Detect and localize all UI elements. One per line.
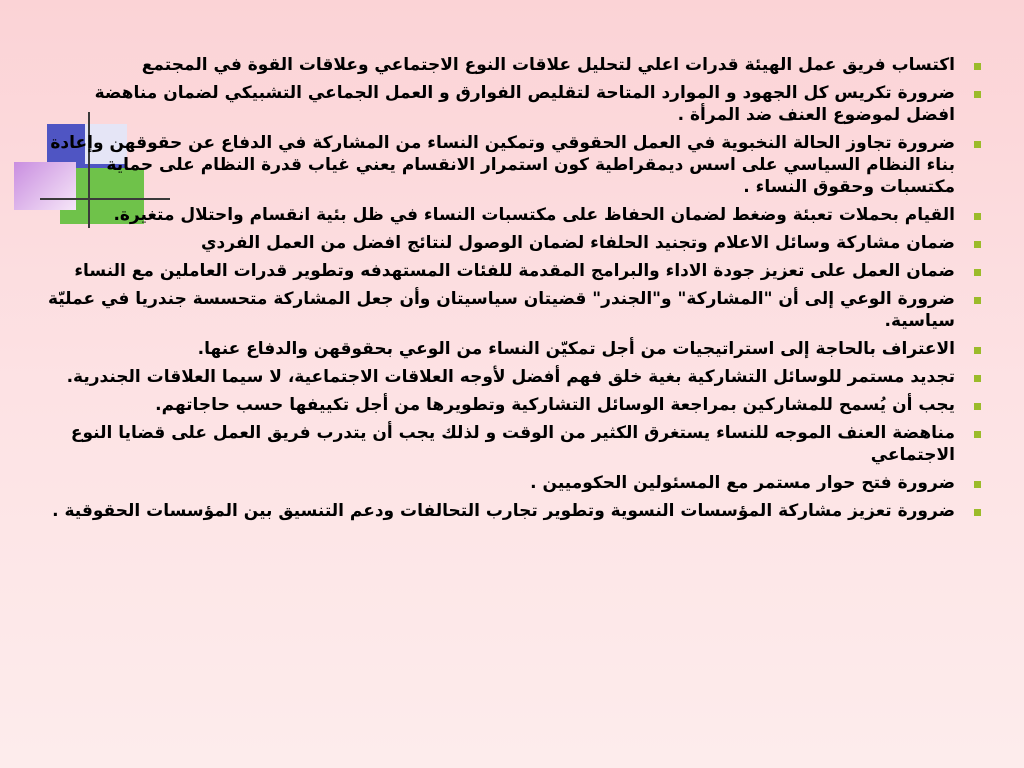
square-bullet-icon (974, 269, 981, 276)
square-bullet-icon (974, 347, 981, 354)
bullet-item (40, 132, 985, 198)
square-bullet-icon (974, 241, 981, 248)
bullet-item (40, 500, 985, 522)
square-bullet-icon (974, 509, 981, 516)
bullet-item (40, 232, 985, 254)
square-bullet-icon (974, 403, 981, 410)
bullet-item (40, 472, 985, 494)
square-bullet-icon (974, 431, 981, 438)
bullet-item (40, 288, 985, 332)
bullet-text: تجديد مستمر للوسائل التشاركية بغية خلق فهم أفضل لأوجه العلاقات الاجتماعية، لا سيما العلاقات الجندرية. (66, 367, 955, 387)
bullet-item (40, 260, 985, 282)
bullet-text: ضرورة فتح حوار مستمر مع المسئولين الحكوميين . (530, 473, 955, 493)
bullet-text: ضمان العمل على تعزيز جودة الاداء والبرامج المقدمة للفئات المستهدفه وتطوير قدرات العاملين مع النساء (74, 261, 955, 281)
bullet-text: الاعتراف بالحاجة إلى استراتيجيات من أجل تمكيّن النساء من الوعي بحقوقهن والدفاع عنها. (197, 339, 955, 359)
bullet-item (40, 394, 985, 416)
bullet-text: ضرورة الوعي إلى أن "المشاركة" و"الجندر" قضيتان سياسيتان وأن جعل المشاركة متحسسة جندريا في عمليّة سياسية. (47, 289, 955, 331)
square-bullet-icon (974, 213, 981, 220)
bullet-item (40, 338, 985, 360)
square-bullet-icon (974, 375, 981, 382)
bullet-text: القيام بحملات تعبئة وضغط لضمان الحفاظ على مكتسبات النساء في ظل بئية انقسام واحتلال متغيرة. (113, 205, 955, 225)
square-bullet-icon (974, 141, 981, 148)
bullet-list (40, 54, 985, 528)
bullet-text: مناهضة العنف الموجه للنساء يستغرق الكثير من الوقت و لذلك يجب أن يتدرب فريق العمل على قضايا النوع الاجتماعي (70, 423, 955, 465)
bullet-item (40, 82, 985, 126)
bullet-text: يجب أن يُسمح للمشاركين بمراجعة الوسائل التشاركية وتطويرها من أجل تكييفها حسب حاجاتهم. (155, 395, 955, 415)
bullet-text: اكتساب فريق عمل الهيئة قدرات اعلي لتحليل علاقات النوع الاجتماعي وعلاقات القوة في المجتمع (141, 55, 955, 75)
square-bullet-icon (974, 63, 981, 70)
square-bullet-icon (974, 91, 981, 98)
bullet-text: ضمان مشاركة وسائل الاعلام وتجنيد الحلفاء لضمان الوصول لنتائج افضل من العمل الفردي (200, 233, 955, 253)
bullet-text: ضرورة تعزيز مشاركة المؤسسات النسوية وتطوير تجارب التحالفات ودعم التنسيق بين المؤسسات الحقوقية . (52, 501, 955, 521)
bullet-item (40, 422, 985, 466)
square-bullet-icon (974, 297, 981, 304)
square-bullet-icon (974, 481, 981, 488)
bullet-item (40, 204, 985, 226)
bullet-item (40, 54, 985, 76)
bullet-item (40, 366, 985, 388)
bullet-text: ضرورة تجاوز الحالة النخبوية في العمل الحقوقي وتمكين النساء من المشاركة في الدفاع عن حقوقهن وإعادة بناء النظام السياسي على اسس ديمقراطية كون استمرار الانقسام يعني غياب قدرة النظام على حماية مكتسبات وحقوق النساء . (50, 133, 955, 197)
bullet-text: ضرورة تكريس كل الجهود و الموارد المتاحة لتقليص الفوارق و العمل الجماعي التشبيكي لضمان مناهضة افضل لموضوع العنف ضد المرأة . (94, 83, 955, 125)
